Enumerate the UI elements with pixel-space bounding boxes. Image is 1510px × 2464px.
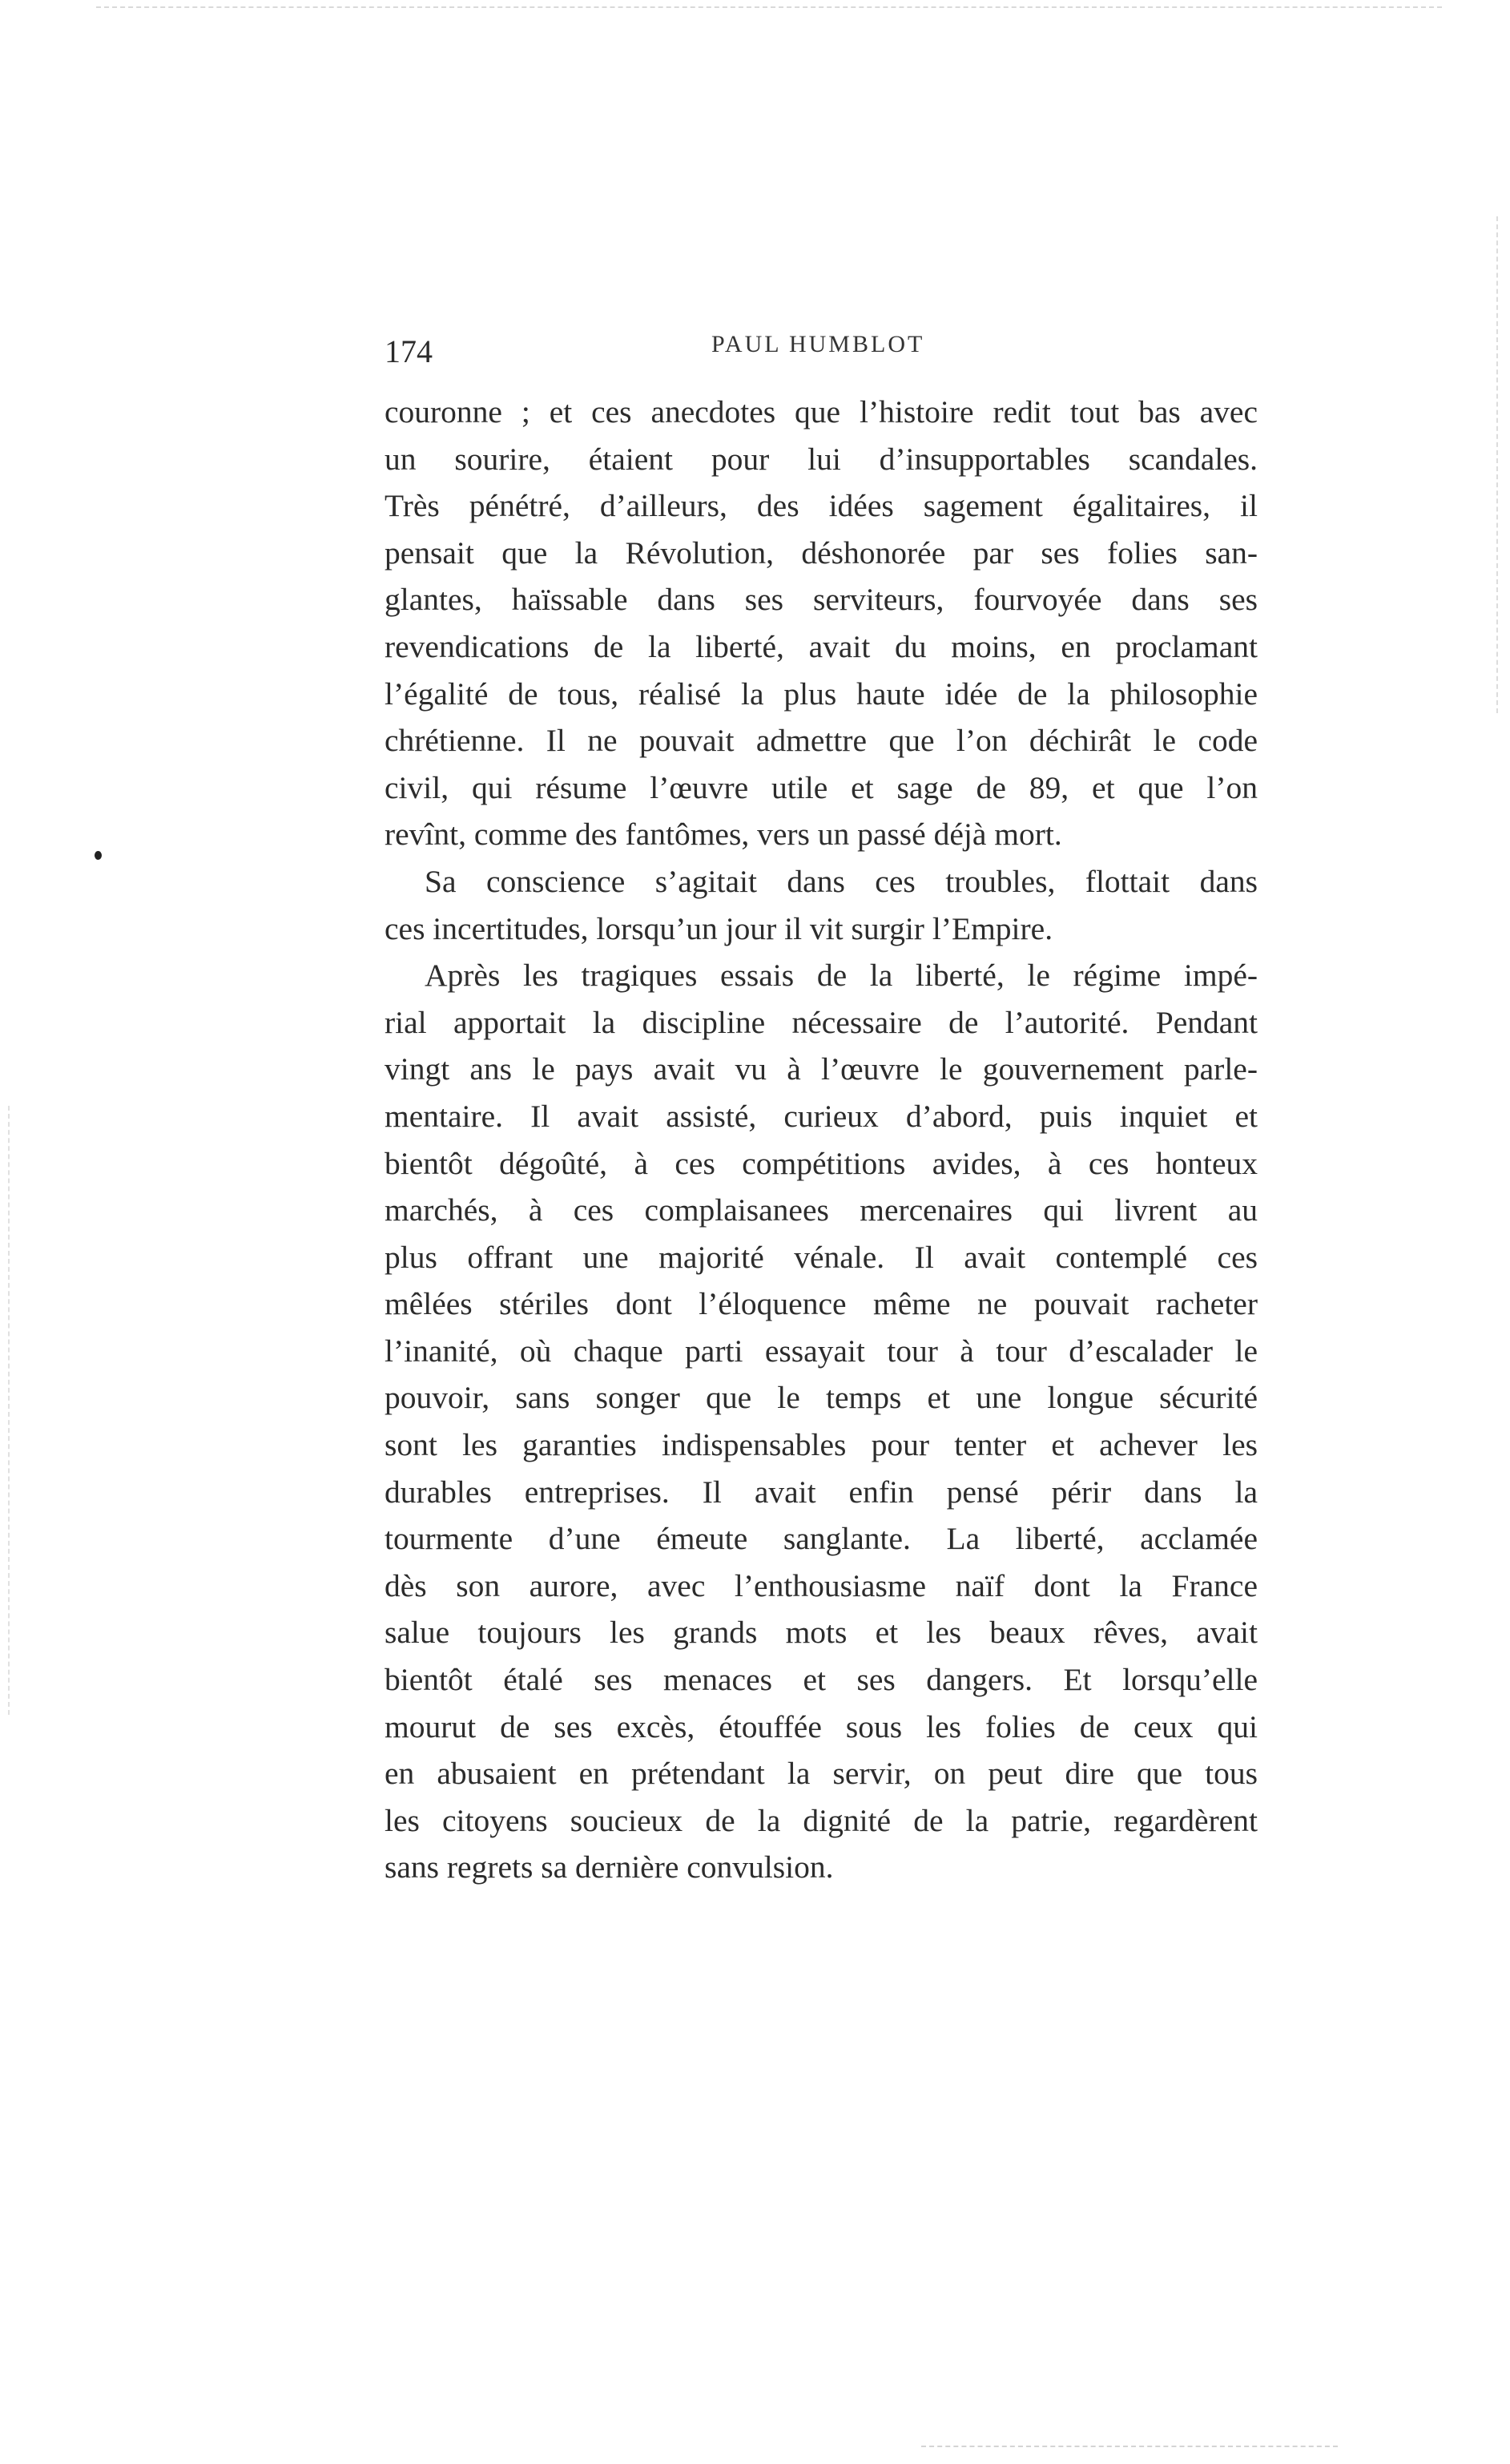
text-line: salue toujours les grands mots et les beaux rêves, avait [385,1615,1258,1651]
paragraph-2 [385,858,1258,952]
text-line: rial apportait la discipline nécessaire de l’autorité. Pendant [385,1004,1258,1040]
paragraph-3 [385,952,1258,1891]
text-line: civil, qui résume l’œuvre utile et sage de 89, et que l’on [385,769,1258,805]
scan-edge-mark-right [1496,216,1498,713]
text-line: Très pénétré, d’ailleurs, des idées sagement égalitaires, il [385,488,1258,524]
page-number: 174 [385,333,433,369]
text-line: Après les tragiques essais de la liberté, le régime impé- [425,958,1258,994]
text-line: chrétienne. Il ne pouvait admettre que l’on déchirât le code [385,723,1258,759]
text-line: mourut de ses excès, étouffée sous les folies de ceux qui [385,1708,1258,1744]
scan-edge-mark-top [96,6,1442,8]
text-line: ces incertitudes, lorsqu’un jour il vit surgir l’Empire. [385,910,1053,946]
text-line: pensait que la Révolution, déshonorée par ses folies san- [385,534,1258,571]
text-line: marchés, à ces complaisanees mercenaires qui livrent au [385,1192,1258,1228]
text-line: mêlées stériles dont l’éloquence même ne pouvait racheter [385,1286,1258,1322]
running-head [385,325,1266,373]
body-text [385,389,1258,1891]
text-line: Sa conscience s’agitait dans ces troubles, flottait dans [425,863,1258,899]
text-line: en abusaient en prétendant la servir, on peut dire que tous [385,1756,1258,1792]
text-line: bientôt étalé ses menaces et ses dangers. Et lorsqu’elle [385,1662,1258,1698]
text-line: sont les garanties indispensables pour tenter et achever les [385,1427,1258,1463]
text-line: pouvoir, sans songer que le temps et une longue sécurité [385,1380,1258,1416]
text-line: plus offrant une majorité vénale. Il avait contemplé ces [385,1239,1258,1275]
scan-edge-mark-left [8,1106,10,1715]
text-line: mentaire. Il avait assisté, curieux d’abord, puis inquiet et [385,1098,1258,1134]
text-line: dès son aurore, avec l’enthousiasme naïf dont la France [385,1567,1258,1603]
scan-edge-mark-bottom [921,2446,1338,2447]
text-line: vingt ans le pays avait vu à l’œuvre le gouvernement parle- [385,1051,1258,1087]
text-line: les citoyens soucieux de la dignité de la patrie, regardèrent [385,1802,1258,1838]
text-line: revînt, comme des fantômes, vers un passé déjà mort. [385,817,1062,853]
text-line: durables entreprises. Il avait enfin pensé périr dans la [385,1474,1258,1510]
text-line: glantes, haïssable dans ses serviteurs, fourvoyée dans ses [385,582,1258,618]
text-line: l’égalité de tous, réalisé la plus haute idée de la philosophie [385,675,1258,712]
text-line: revendications de la liberté, avait du moins, en proclamant [385,628,1258,664]
text-line: tourmente d’une émeute sanglante. La liberté, acclamée [385,1521,1258,1557]
text-line: un sourire, étaient pour lui d’insupportables scandales. [385,441,1258,477]
text-line: l’inanité, où chaque parti essayait tour à tour d’escalader le [385,1333,1258,1369]
text-line: bientôt dégoûté, à ces compétitions avides, à ces honteux [385,1145,1258,1181]
text-line: couronne ; et ces anecdotes que l’histoire redit tout bas avec [385,394,1258,429]
running-title: PAUL HUMBLOT [711,331,925,357]
text-line: sans regrets sa dernière convulsion. [385,1849,834,1885]
ink-speck [95,851,102,860]
paragraph-1 [385,389,1258,858]
